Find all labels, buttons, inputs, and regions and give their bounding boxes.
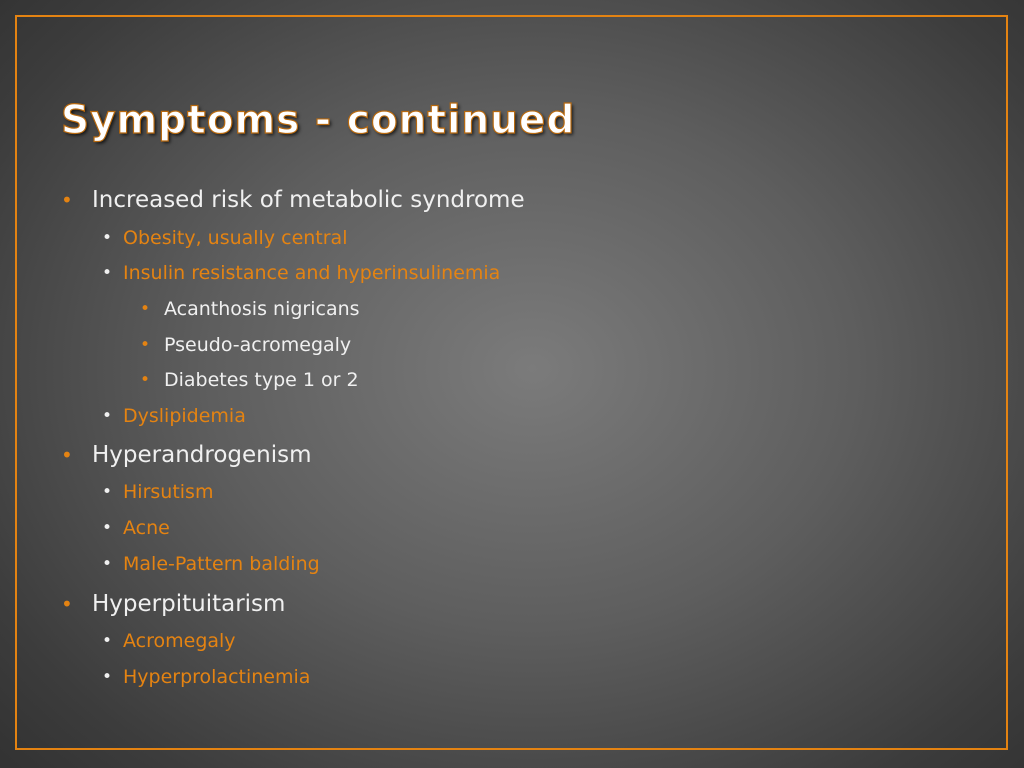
list-item-text: Obesity, usually central <box>123 227 348 249</box>
list-item-text: Hyperandrogenism <box>92 442 312 468</box>
bullet-icon: • <box>140 370 151 390</box>
list-item <box>140 369 359 391</box>
list-item <box>102 666 311 688</box>
bullet-icon: • <box>61 592 73 616</box>
bullet-icon: • <box>102 482 113 502</box>
bullet-icon: • <box>140 335 151 355</box>
list-item <box>102 630 236 652</box>
list-item <box>61 187 525 213</box>
list-item <box>140 298 360 320</box>
list-item-text: Acromegaly <box>123 630 236 652</box>
list-item-text: Hyperprolactinemia <box>123 666 311 688</box>
list-item-text: Acanthosis nigricans <box>164 298 360 320</box>
list-item <box>102 262 501 284</box>
list-item <box>102 553 320 575</box>
bullet-icon: • <box>61 443 73 467</box>
list-item-text: Diabetes type 1 or 2 <box>164 369 359 391</box>
list-item-text: Hyperpituitarism <box>92 591 286 617</box>
list-item-text: Increased risk of metabolic syndrome <box>92 187 525 213</box>
list-item-text: Male-Pattern balding <box>123 553 320 575</box>
bullet-icon: • <box>102 406 113 426</box>
bullet-icon: • <box>102 518 113 538</box>
bullet-icon: • <box>102 554 113 574</box>
list-item-text: Dyslipidemia <box>123 405 246 427</box>
list-item-text: Hirsutism <box>123 481 214 503</box>
list-item <box>102 517 170 539</box>
list-item <box>102 227 348 249</box>
slide-title: Symptoms - continued <box>61 98 576 143</box>
bullet-icon: • <box>140 299 151 319</box>
list-item <box>140 334 352 356</box>
list-item-text: Acne <box>123 517 170 539</box>
bullet-icon: • <box>61 188 73 212</box>
list-item <box>102 481 214 503</box>
list-item <box>61 442 312 468</box>
bullet-icon: • <box>102 228 113 248</box>
list-item-text: Insulin resistance and hyperinsulinemia <box>123 262 501 284</box>
list-item-text: Pseudo-acromegaly <box>164 334 352 356</box>
bullet-icon: • <box>102 263 113 283</box>
list-item <box>102 405 246 427</box>
bullet-icon: • <box>102 631 113 651</box>
bullet-icon: • <box>102 667 113 687</box>
list-item <box>61 591 286 617</box>
